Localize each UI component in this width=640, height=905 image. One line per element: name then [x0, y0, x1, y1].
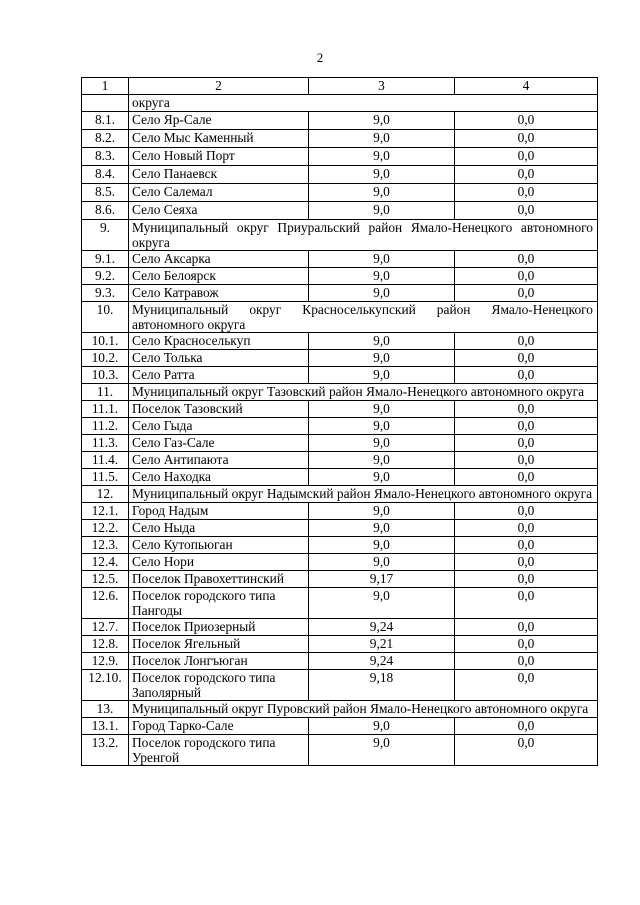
settlement-name-cell: Село Панаевск [129, 166, 309, 184]
value-col-4-cell: 0,0 [455, 718, 598, 735]
row-number-cell: 11.1. [82, 401, 129, 418]
settlement-name-cell: Поселок Тазовский [129, 401, 309, 418]
table-row [82, 653, 598, 670]
row-number-cell: 12.8. [82, 636, 129, 653]
value-col-4-cell: 0,0 [455, 588, 598, 619]
table-continuation-row [82, 95, 598, 112]
row-number-cell: 8.5. [82, 184, 129, 202]
value-col-3-cell: 9,0 [309, 202, 455, 220]
table-section-row [82, 384, 598, 401]
value-col-4-cell: 0,0 [455, 166, 598, 184]
value-col-4-cell: 0,0 [455, 735, 598, 766]
section-name-cell: Муниципальный округ Красноселькупский район Ямало-Ненецкого автономного округа [129, 302, 598, 333]
continuation-name-cell: округа [129, 95, 598, 112]
value-col-4-cell: 0,0 [455, 571, 598, 588]
table-row [82, 452, 598, 469]
value-col-4-cell: 0,0 [455, 537, 598, 554]
settlement-name-cell: Село Ныда [129, 520, 309, 537]
value-col-3-cell: 9,0 [309, 735, 455, 766]
table-row [82, 718, 598, 735]
settlement-name-cell: Поселок Правохеттинский [129, 571, 309, 588]
row-number-cell: 11.2. [82, 418, 129, 435]
value-col-3-cell: 9,0 [309, 401, 455, 418]
row-number-cell: 12.5. [82, 571, 129, 588]
row-number-cell: 11.4. [82, 452, 129, 469]
tariff-table [81, 77, 598, 766]
value-col-4-cell: 0,0 [455, 469, 598, 486]
value-col-4-cell: 0,0 [455, 285, 598, 302]
row-number-cell: 12.9. [82, 653, 129, 670]
value-col-3-cell: 9,0 [309, 537, 455, 554]
section-number-cell: 9. [82, 220, 129, 251]
value-col-3-cell: 9,0 [309, 588, 455, 619]
table-row [82, 619, 598, 636]
value-col-4-cell: 0,0 [455, 130, 598, 148]
value-col-4-cell: 0,0 [455, 184, 598, 202]
header-col-1: 1 [82, 78, 129, 95]
value-col-3-cell: 9,0 [309, 112, 455, 130]
table-row [82, 202, 598, 220]
section-number-cell: 13. [82, 701, 129, 718]
row-number-cell: 12.3. [82, 537, 129, 554]
value-col-4-cell: 0,0 [455, 554, 598, 571]
table-row [82, 571, 598, 588]
row-number-cell: 10.2. [82, 350, 129, 367]
value-col-3-cell: 9,0 [309, 520, 455, 537]
settlement-name-cell: Село Аксарка [129, 251, 309, 268]
table-row [82, 735, 598, 766]
row-number-cell: 9.3. [82, 285, 129, 302]
row-number-cell: 11.3. [82, 435, 129, 452]
settlement-name-cell: Город Тарко-Сале [129, 718, 309, 735]
settlement-name-cell: Село Красноселькуп [129, 333, 309, 350]
value-col-4-cell: 0,0 [455, 148, 598, 166]
value-col-4-cell: 0,0 [455, 367, 598, 384]
table-row [82, 520, 598, 537]
row-number-cell: 10.3. [82, 367, 129, 384]
settlement-name-cell: Поселок Лонгъюган [129, 653, 309, 670]
value-col-3-cell: 9,0 [309, 350, 455, 367]
row-number-cell: 9.2. [82, 268, 129, 285]
row-number-cell: 9.1. [82, 251, 129, 268]
value-col-3-cell: 9,0 [309, 268, 455, 285]
table-row [82, 166, 598, 184]
row-number-cell: 12.7. [82, 619, 129, 636]
value-col-4-cell: 0,0 [455, 112, 598, 130]
table-row [82, 333, 598, 350]
settlement-name-cell: Село Яр-Сале [129, 112, 309, 130]
table-row [82, 251, 598, 268]
value-col-3-cell: 9,0 [309, 554, 455, 571]
settlement-name-cell: Село Находка [129, 469, 309, 486]
value-col-3-cell: 9,0 [309, 285, 455, 302]
value-col-4-cell: 0,0 [455, 670, 598, 701]
settlement-name-cell: Село Новый Порт [129, 148, 309, 166]
row-number-cell: 8.1. [82, 112, 129, 130]
value-col-3-cell: 9,0 [309, 418, 455, 435]
value-col-4-cell: 0,0 [455, 520, 598, 537]
value-col-3-cell: 9,0 [309, 148, 455, 166]
table-row [82, 112, 598, 130]
table-row [82, 268, 598, 285]
settlement-name-cell: Село Белоярск [129, 268, 309, 285]
row-number-cell: 8.3. [82, 148, 129, 166]
page-number: 2 [316, 50, 324, 65]
settlement-name-cell: Поселок Ягельный [129, 636, 309, 653]
section-name-cell: Муниципальный округ Надымский район Ямало-Ненецкого автономного округа [129, 486, 598, 503]
value-col-3-cell: 9,0 [309, 718, 455, 735]
value-col-4-cell: 0,0 [455, 401, 598, 418]
value-col-3-cell: 9,24 [309, 619, 455, 636]
table-row [82, 350, 598, 367]
settlement-name-cell: Село Гыда [129, 418, 309, 435]
settlement-name-cell: Село Кутопьюган [129, 537, 309, 554]
table-body [82, 95, 598, 766]
section-name-cell: Муниципальный округ Приуральский район Ямало-Ненецкого автономного округа [129, 220, 598, 251]
value-col-3-cell: 9,21 [309, 636, 455, 653]
value-col-3-cell: 9,0 [309, 503, 455, 520]
row-number-cell: 12.1. [82, 503, 129, 520]
settlement-name-cell: Село Сеяха [129, 202, 309, 220]
table-row [82, 418, 598, 435]
row-number-cell: 11.5. [82, 469, 129, 486]
settlement-name-cell: Село Салемал [129, 184, 309, 202]
value-col-4-cell: 0,0 [455, 418, 598, 435]
section-name-cell: Муниципальный округ Тазовский район Ямало-Ненецкого автономного округа [129, 384, 598, 401]
row-number-cell: 10.1. [82, 333, 129, 350]
header-col-4: 4 [455, 78, 598, 95]
table-row [82, 401, 598, 418]
table-section-row [82, 302, 598, 333]
table-row [82, 503, 598, 520]
settlement-name-cell: Село Катравож [129, 285, 309, 302]
table-row [82, 184, 598, 202]
value-col-4-cell: 0,0 [455, 268, 598, 285]
settlement-name-cell: Поселок городского типа Заполярный [129, 670, 309, 701]
row-number-cell: 8.2. [82, 130, 129, 148]
settlement-name-cell: Поселок Приозерный [129, 619, 309, 636]
value-col-4-cell: 0,0 [455, 503, 598, 520]
table-section-row [82, 486, 598, 503]
settlement-name-cell: Село Антипаюта [129, 452, 309, 469]
value-col-3-cell: 9,0 [309, 452, 455, 469]
table-row [82, 285, 598, 302]
value-col-4-cell: 0,0 [455, 202, 598, 220]
value-col-4-cell: 0,0 [455, 350, 598, 367]
row-number-cell: 8.4. [82, 166, 129, 184]
settlement-name-cell: Село Мыс Каменный [129, 130, 309, 148]
value-col-3-cell: 9,0 [309, 184, 455, 202]
value-col-3-cell: 9,0 [309, 130, 455, 148]
value-col-3-cell: 9,17 [309, 571, 455, 588]
value-col-3-cell: 9,0 [309, 367, 455, 384]
table-row [82, 469, 598, 486]
table-row [82, 367, 598, 384]
section-number-cell: 10. [82, 302, 129, 333]
settlement-name-cell: Село Газ-Сале [129, 435, 309, 452]
value-col-3-cell: 9,0 [309, 435, 455, 452]
value-col-3-cell: 9,0 [309, 166, 455, 184]
table-row [82, 130, 598, 148]
settlement-name-cell: Поселок городского типа Пангоды [129, 588, 309, 619]
row-number-cell: 13.1. [82, 718, 129, 735]
row-number-cell: 12.10. [82, 670, 129, 701]
value-col-4-cell: 0,0 [455, 619, 598, 636]
table-row [82, 537, 598, 554]
row-number-cell: 8.6. [82, 202, 129, 220]
value-col-4-cell: 0,0 [455, 435, 598, 452]
value-col-3-cell: 9,0 [309, 469, 455, 486]
table-section-row [82, 701, 598, 718]
value-col-3-cell: 9,18 [309, 670, 455, 701]
header-col-3: 3 [309, 78, 455, 95]
table-row [82, 554, 598, 571]
value-col-3-cell: 9,24 [309, 653, 455, 670]
value-col-4-cell: 0,0 [455, 452, 598, 469]
settlement-name-cell: Поселок городского типа Уренгой [129, 735, 309, 766]
table-row [82, 670, 598, 701]
value-col-4-cell: 0,0 [455, 653, 598, 670]
row-number-cell: 12.6. [82, 588, 129, 619]
value-col-4-cell: 0,0 [455, 333, 598, 350]
row-number-cell: 13.2. [82, 735, 129, 766]
value-col-3-cell: 9,0 [309, 333, 455, 350]
row-number-cell [82, 95, 129, 112]
settlement-name-cell: Село Толька [129, 350, 309, 367]
settlement-name-cell: Город Надым [129, 503, 309, 520]
settlement-name-cell: Село Ратта [129, 367, 309, 384]
table-row [82, 435, 598, 452]
table-row [82, 148, 598, 166]
value-col-4-cell: 0,0 [455, 251, 598, 268]
row-number-cell: 12.4. [82, 554, 129, 571]
value-col-4-cell: 0,0 [455, 636, 598, 653]
section-number-cell: 12. [82, 486, 129, 503]
table-row [82, 588, 598, 619]
table-row [82, 636, 598, 653]
row-number-cell: 12.2. [82, 520, 129, 537]
section-name-cell: Муниципальный округ Пуровский район Ямало-Ненецкого автономного округа [129, 701, 598, 718]
value-col-3-cell: 9,0 [309, 251, 455, 268]
table-section-row [82, 220, 598, 251]
section-number-cell: 11. [82, 384, 129, 401]
header-col-2: 2 [129, 78, 309, 95]
settlement-name-cell: Село Нори [129, 554, 309, 571]
table-header-row [82, 78, 598, 95]
